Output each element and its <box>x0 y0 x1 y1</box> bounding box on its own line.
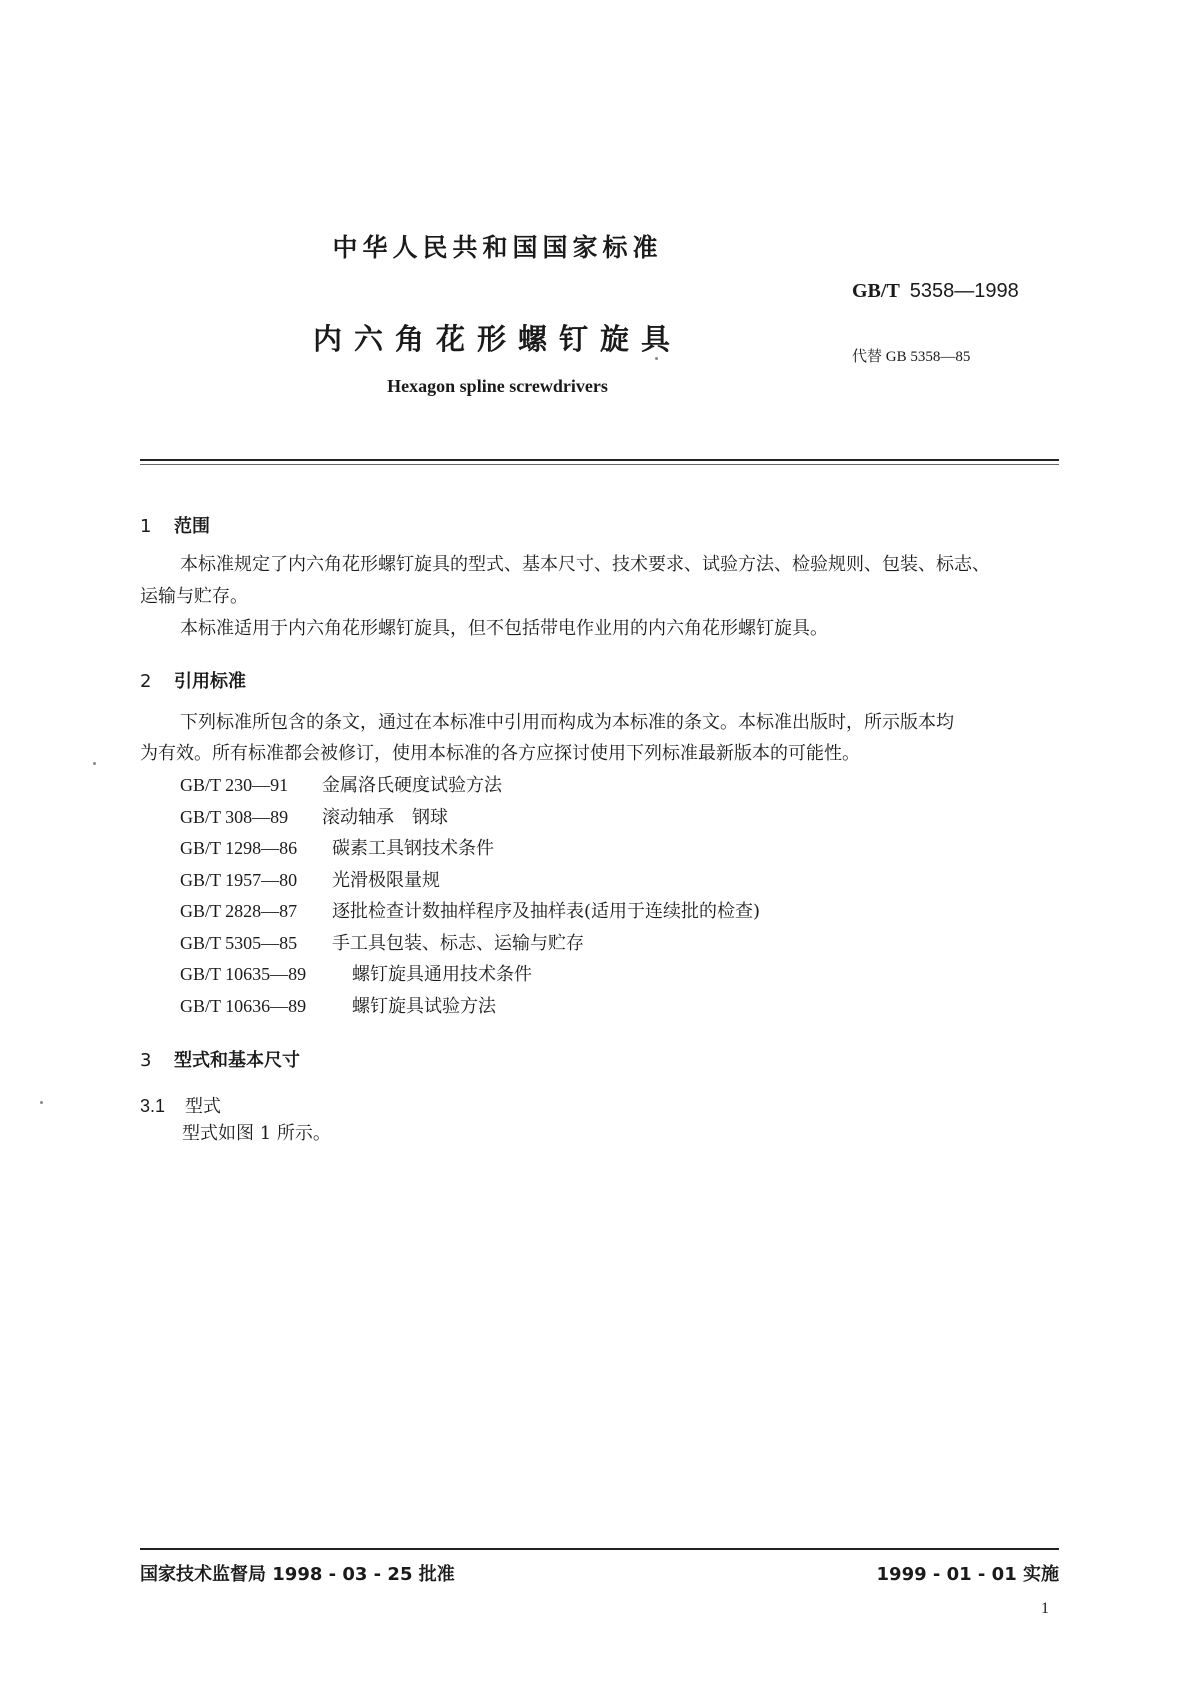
reference-code: GB/T 308—89 <box>180 806 289 827</box>
section-title: 范围 <box>174 516 210 537</box>
section-2-para-1-cont: 为有效。所有标准都会被修订，使用本标准的各方应探讨使用下列标准最新版本的可能性。 <box>140 743 860 764</box>
reference-list <box>180 770 760 1022</box>
section-2-para-1: 下列标准所包含的条文，通过在本标准中引用而构成为本标准的条文。本标准出版时，所示版本均 <box>180 712 954 733</box>
reference-item <box>180 896 760 928</box>
reference-name: 螺钉旋具试验方法 <box>352 995 496 1017</box>
subsection-3-1-heading <box>140 1092 221 1118</box>
standard-code <box>852 280 1019 303</box>
approval-note: 国家技术监督局 1998 - 03 - 25 批准 <box>140 1564 455 1585</box>
section-number: 2 <box>140 671 152 692</box>
section-number: 3 <box>140 1050 152 1071</box>
subsection-title: 型式 <box>185 1096 221 1117</box>
reference-code: GB/T 10636—89 <box>180 995 307 1016</box>
section-1-heading <box>140 512 210 538</box>
reference-code: GB/T 1957—80 <box>180 869 298 890</box>
reference-code: GB/T 10635—89 <box>180 964 307 984</box>
header-divider-thin <box>140 464 1059 465</box>
reference-item <box>180 770 760 802</box>
reference-code: GB/T 1298—86 <box>180 838 298 858</box>
scan-speck <box>40 1101 43 1104</box>
subsection-3-1-text: 型式如图 1 所示。 <box>182 1123 331 1144</box>
reference-item <box>180 802 760 834</box>
scan-speck <box>93 762 96 765</box>
section-title: 引用标准 <box>174 671 246 692</box>
section-3-heading <box>140 1046 300 1072</box>
header-divider <box>140 459 1059 461</box>
section-title: 型式和基本尺寸 <box>174 1050 300 1071</box>
reference-item <box>180 865 760 897</box>
section-2-heading <box>140 667 246 693</box>
national-standard-title: 中华人民共和国国家标准 <box>332 233 663 262</box>
reference-item <box>180 991 760 1023</box>
reference-name: 手工具包装、标志、运输与贮存 <box>332 932 584 954</box>
replaces-note: 代替 GB 5358—85 <box>852 349 971 365</box>
section-1-para-1-cont: 运输与贮存。 <box>140 586 248 607</box>
page-number: 1 <box>1041 1600 1049 1617</box>
reference-item <box>180 959 760 991</box>
document-title-en: Hexagon spline screwdrivers <box>387 376 608 396</box>
section-1-para-2: 本标准适用于内六角花形螺钉旋具，但不包括带电作业用的内六角花形螺钉旋具。 <box>180 618 828 639</box>
reference-name: 光滑极限量规 <box>332 869 440 891</box>
standard-prefix: GB/T <box>852 280 900 302</box>
reference-name: 逐批检查计数抽样程序及抽样表(适用于连续批的检查) <box>332 901 761 922</box>
footer-divider <box>140 1548 1059 1550</box>
reference-item <box>180 928 760 960</box>
section-number: 1 <box>140 516 152 537</box>
effective-date: 1999 - 01 - 01 实施 <box>876 1564 1059 1585</box>
standard-number: 5358—1998 <box>909 280 1019 302</box>
scan-speck <box>655 357 658 360</box>
subsection-number: 3.1 <box>140 1096 166 1116</box>
reference-item <box>180 833 760 865</box>
reference-name: 滚动轴承 钢球 <box>322 806 448 828</box>
reference-name: 金属洛氏硬度试验方法 <box>322 775 502 796</box>
section-1-para-1: 本标准规定了内六角花形螺钉旋具的型式、基本尺寸、技术要求、试验方法、检验规则、包装、标志、 <box>180 554 990 575</box>
document-title-cn: 内六角花形螺钉旋具 <box>312 322 682 356</box>
reference-code: GB/T 2828—87 <box>180 901 298 921</box>
reference-code: GB/T 230—91 <box>180 775 289 795</box>
reference-code: GB/T 5305—85 <box>180 932 298 953</box>
reference-name: 碳素工具钢技术条件 <box>332 838 494 859</box>
reference-name: 螺钉旋具通用技术条件 <box>352 964 532 985</box>
